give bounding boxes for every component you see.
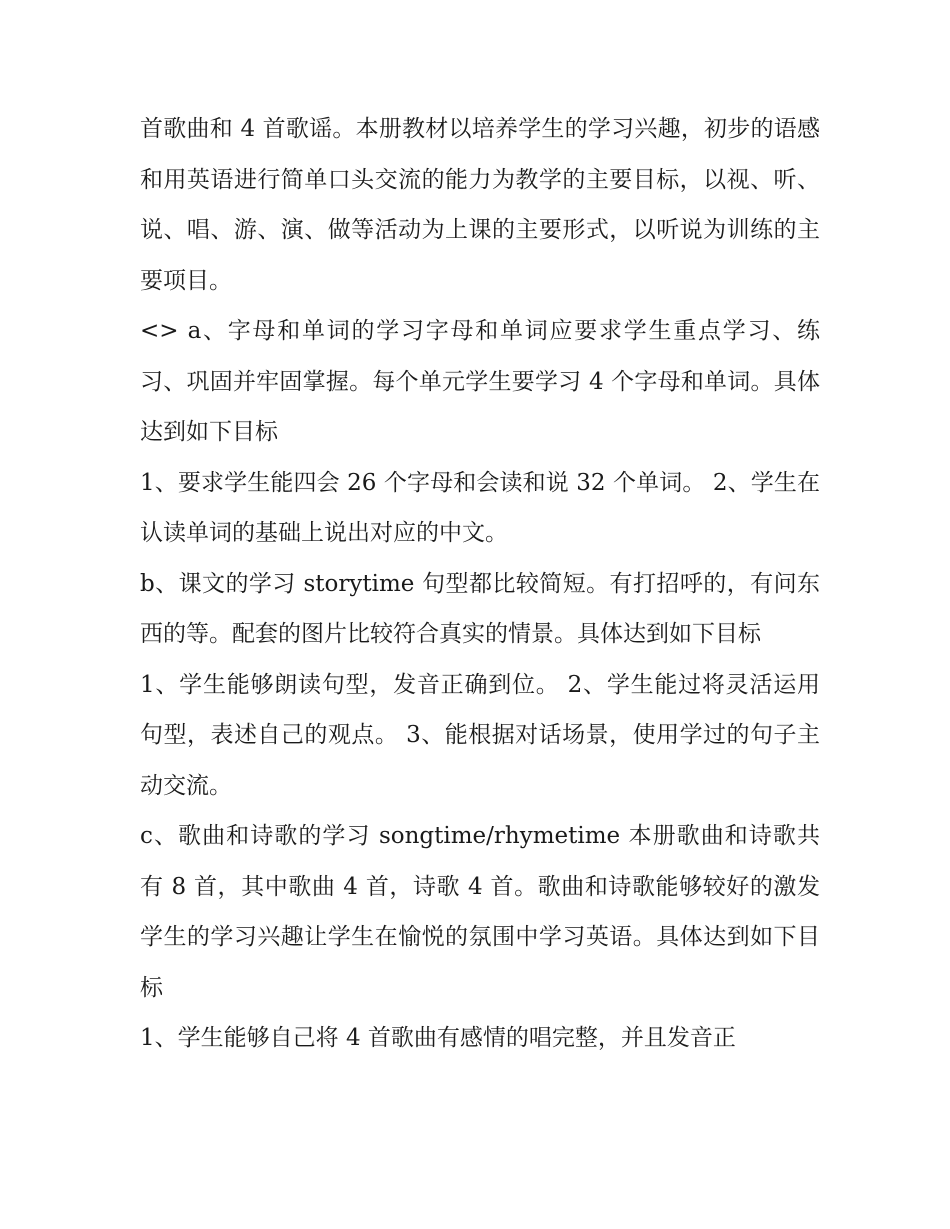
paragraph-intro: 首歌曲和 4 首歌谣。本册教材以培养学生的学习兴趣，初步的语感和用英语进行简单口头交流的能力为教学的主要目标，以视、听、说、唱、游、演、做等活动为上课的主要形式，以听说为训练的主要项目。 bbox=[140, 116, 820, 294]
paragraph-letters-words: <> a、字母和单词的学习字母和单词应要求学生重点学习、练习、巩固并牢固掌握。每个单元学生要学习 4 个字母和单词。具体达到如下目标 bbox=[140, 318, 820, 445]
paragraph-songs-goals: 1、学生能够自己将 4 首歌曲有感情的唱完整，并且发音正 bbox=[140, 1025, 736, 1051]
paragraph-storytime-goals: 1、学生能够朗读句型，发音正确到位。 2、学生能过将灵活运用句型，表述自己的观点。 3、能根据对话场景，使用学过的句子主动交流。 bbox=[140, 671, 820, 799]
paragraph-songs-rhymes: c、歌曲和诗歌的学习 songtime/rhymetime 本册歌曲和诗歌共有 8 首，其中歌曲 4 首，诗歌 4 首。歌曲和诗歌能够较好的激发学生的学习兴趣让学生在愉悦的氛围中学习英语。具体达到如下目标 bbox=[140, 823, 820, 1001]
paragraph-storytime: b、课文的学习 storytime 句型都比较简短。有打招呼的，有问东西的等。配套的图片比较符合真实的情景。具体达到如下目标 bbox=[140, 570, 820, 647]
paragraph-letters-goals: 1、要求学生能四会 26 个字母和会读和说 32 个单词。 2、学生在认读单词的基础上说出对应的中文。 bbox=[140, 469, 820, 546]
document-body bbox=[140, 104, 820, 1064]
